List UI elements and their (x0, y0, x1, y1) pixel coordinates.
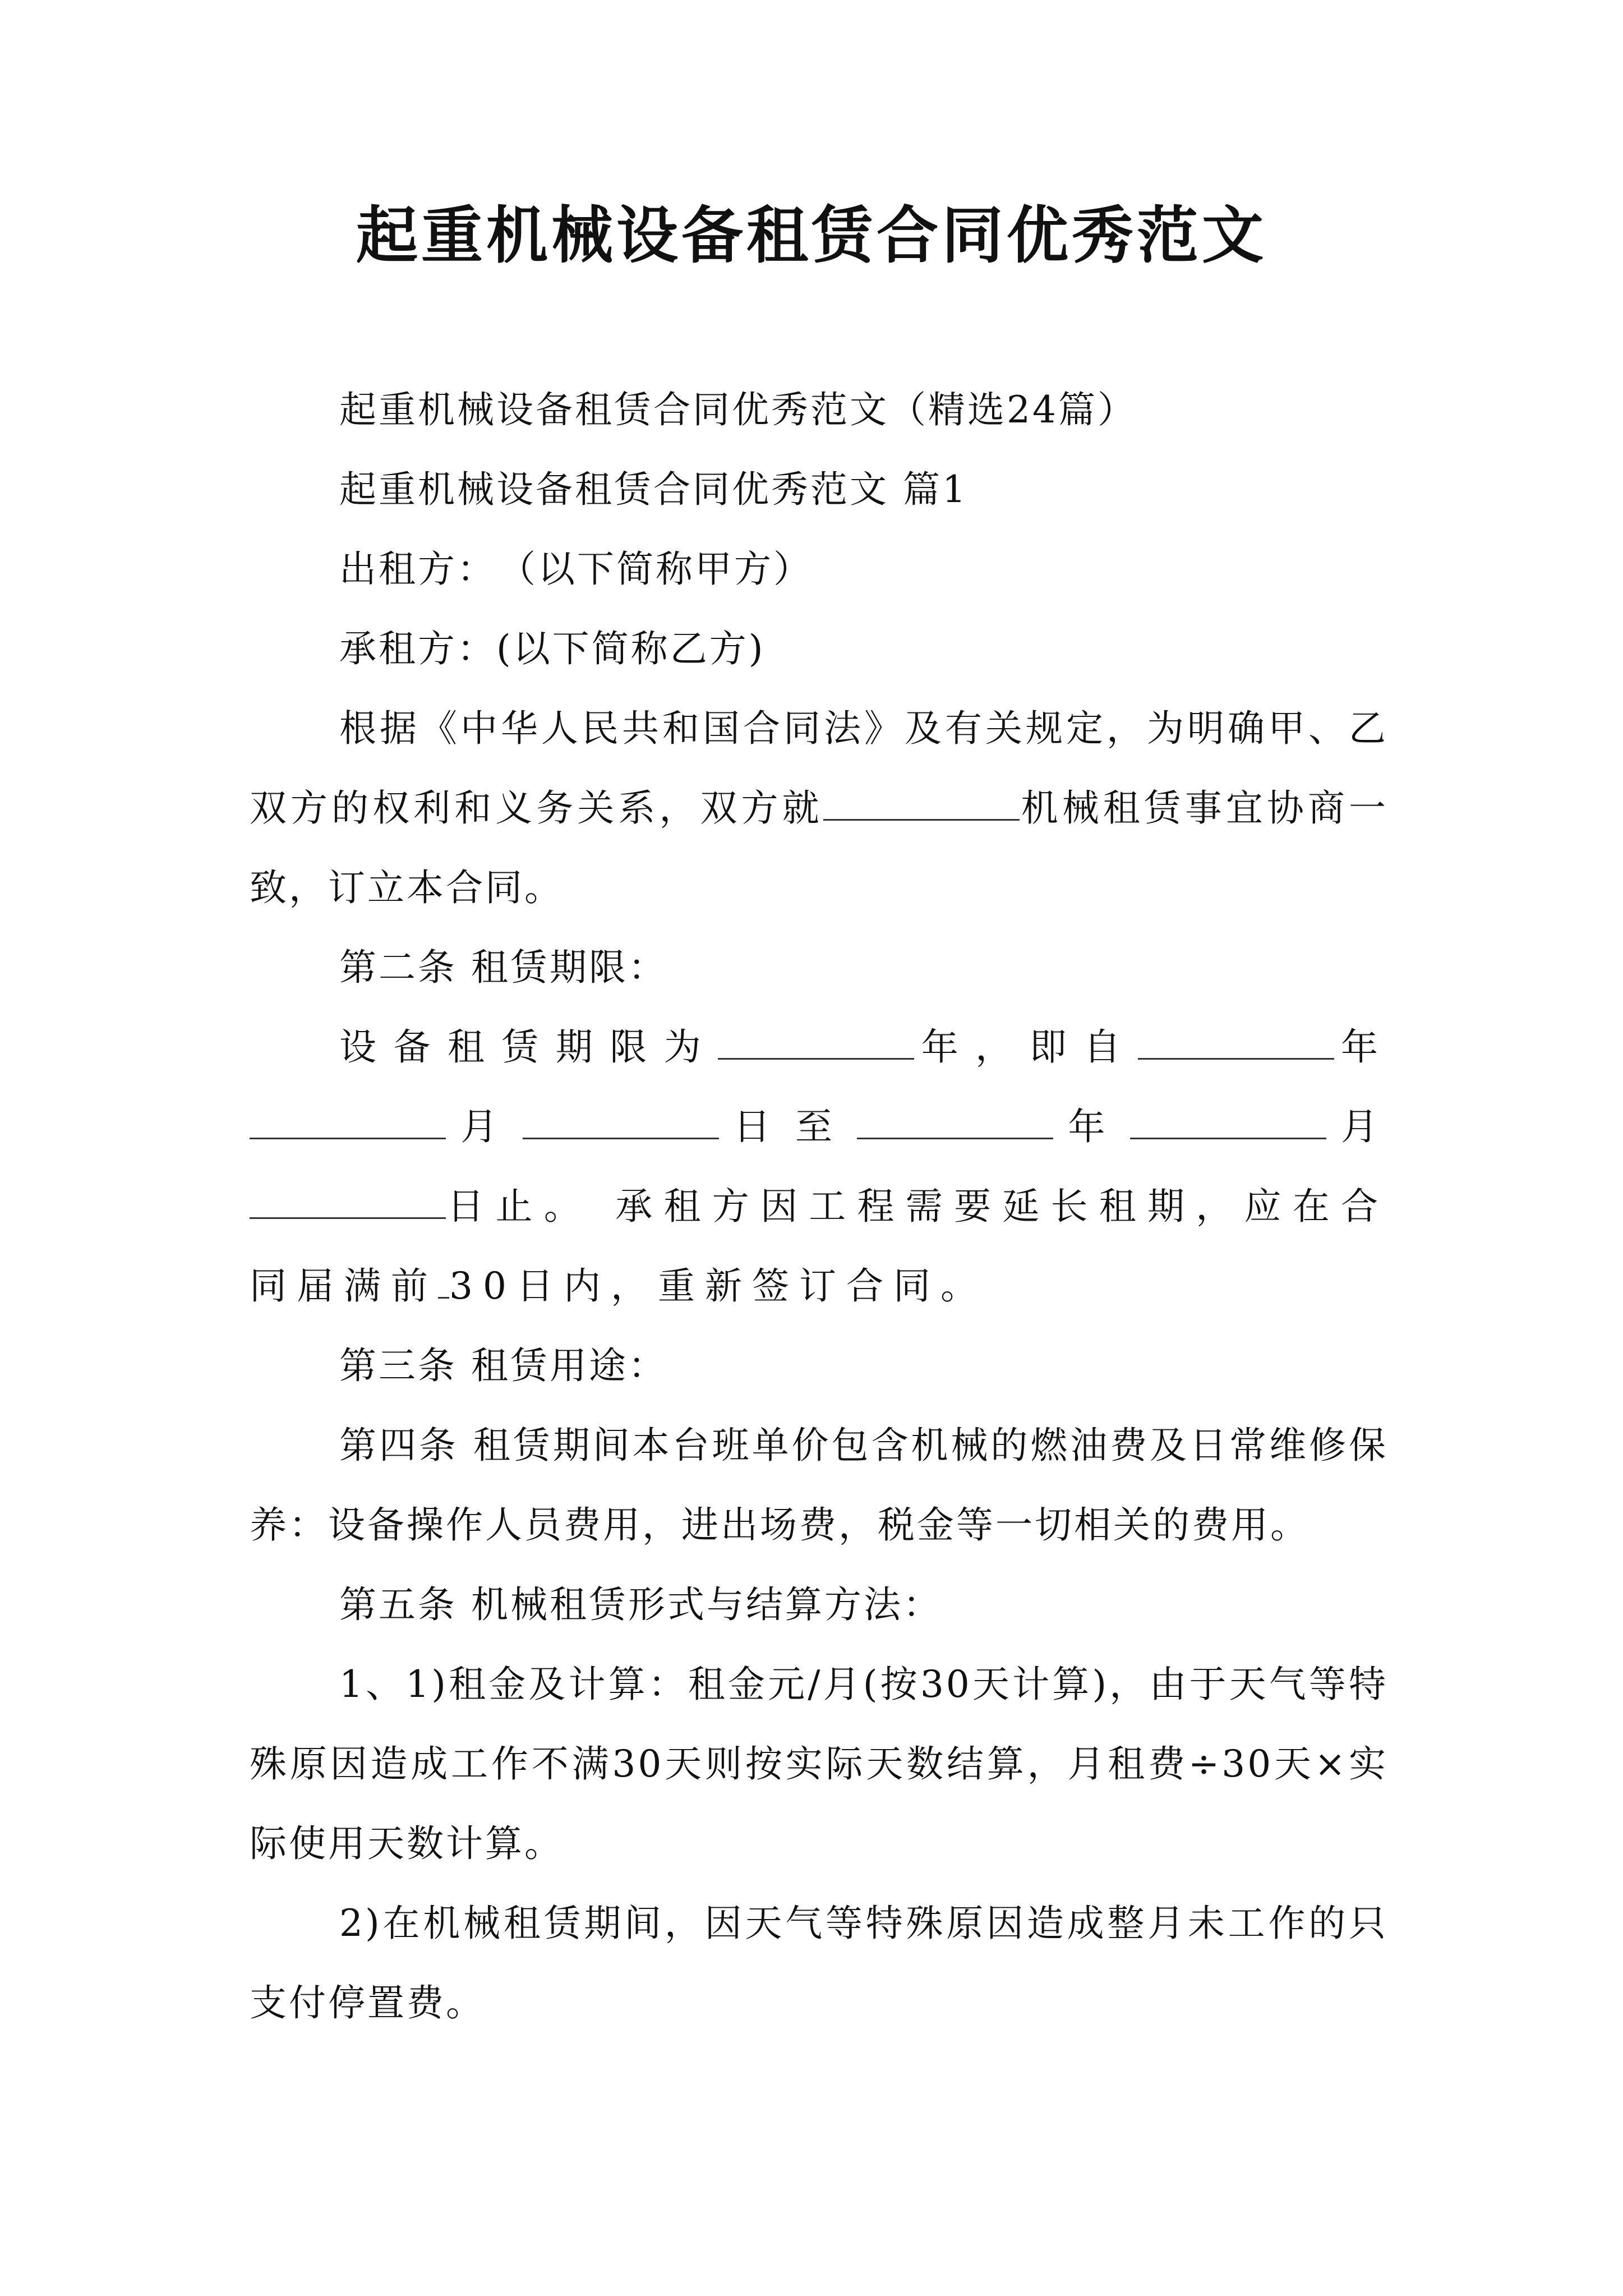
paragraph-preamble (250, 689, 1388, 928)
paragraph-article-2: 第二条 租赁期限： (339, 946, 667, 989)
paragraph-article-4: 第四条 租赁期间本台班单价包含机械的燃油费及日常维修保养：设备操作人员费用，进出场费，税金等一切相关的费用。 (250, 1424, 1388, 1547)
lease-term-text-6: 年 (1053, 1105, 1130, 1148)
lease-term-text-8: 日止。 承租方因工程需要延长租期，应在合同届满前 (250, 1185, 1388, 1308)
lease-term-text-7: 月 (1326, 1105, 1388, 1148)
blank-line (1130, 1107, 1326, 1139)
lease-term-text-5: 日至 (718, 1105, 857, 1148)
paragraph-subtitle: 起重机械设备租赁合同优秀范文（精选24篇） (339, 388, 1137, 431)
preamble-text-1: 根据《中华人民共和国合同法》及有关规定，为明确甲、乙双方的权利和义务关系，双方就 (250, 707, 1388, 830)
paragraph-article-3: 第三条 租赁用途： (339, 1344, 667, 1387)
blank-line (438, 1267, 449, 1299)
paragraph-chapter-heading: 起重机械设备租赁合同优秀范文 篇1 (339, 468, 968, 511)
blank-line (250, 1107, 446, 1139)
paragraph-rent-calculation: 1、1)租金及计算：租金元/月(按30天计算)，由于天气等特殊原因造成工作不满30天则按实际天数结算，月租费÷30天×实际使用天数计算。 (250, 1663, 1388, 1865)
blank-line (523, 1107, 719, 1139)
lease-term-text-2: 年，即自 (914, 1025, 1138, 1069)
blank-line (250, 1187, 446, 1219)
lease-term-text-9: 30日内，重新签订合同。 (449, 1264, 988, 1308)
paragraph-lessee: 承租方：(以下简称乙方) (339, 627, 766, 670)
lease-term-text-3: 年 (1334, 1025, 1389, 1069)
blank-line (857, 1107, 1053, 1139)
paragraph-article-5: 第五条 机械租赁形式与结算方法： (339, 1583, 942, 1626)
blank-line (823, 789, 1020, 821)
paragraph-lessor: 出租方： （以下简称甲方） (339, 547, 813, 591)
blank-line (718, 1028, 914, 1060)
lease-term-text-4: 月 (446, 1105, 523, 1148)
document-body (250, 370, 1388, 2043)
document-title: 起重机械设备租赁合同优秀范文 (356, 199, 1267, 272)
lease-term-text-1: 设备租赁期限为 (339, 1025, 718, 1069)
preamble-text-2: 机械租赁事宜协商一致，订立本合同。 (250, 786, 1389, 909)
paragraph-idle-fee: 2)在机械租赁期间，因天气等特殊原因造成整月未工作的只支付停置费。 (250, 1902, 1388, 2024)
blank-line (1138, 1028, 1334, 1060)
paragraph-lease-term (250, 1007, 1388, 1326)
